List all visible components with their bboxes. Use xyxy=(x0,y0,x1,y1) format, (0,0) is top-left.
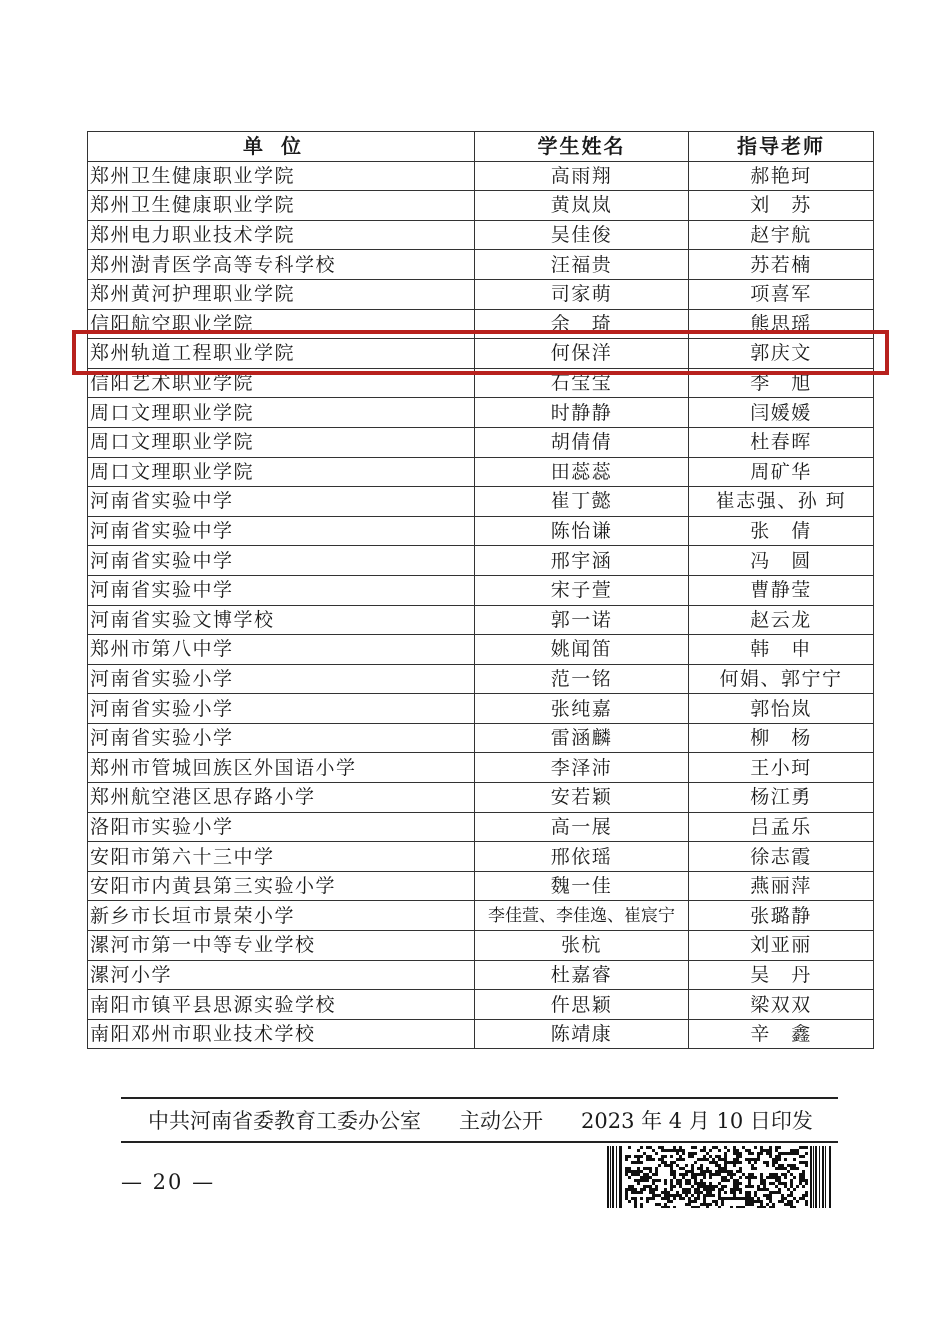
cell-student: 吴佳俊 xyxy=(475,220,689,250)
cell-student: 杜嘉睿 xyxy=(475,960,689,990)
cell-student: 李泽沛 xyxy=(475,753,689,783)
table-row xyxy=(88,487,874,517)
cell-student: 崔丁懿 xyxy=(475,487,689,517)
table-row xyxy=(88,191,874,221)
table-row xyxy=(88,250,874,280)
cell-student: 陈靖康 xyxy=(475,1019,689,1049)
footer-date: 2023 年 4 月 10 日印发 xyxy=(581,1109,813,1133)
cell-unit: 河南省实验中学 xyxy=(88,516,475,546)
cell-unit: 安阳市内黄县第三实验小学 xyxy=(88,871,475,901)
table-row xyxy=(88,990,874,1020)
cell-teacher: 赵宇航 xyxy=(689,220,874,250)
cell-teacher: 刘 苏 xyxy=(689,191,874,221)
cell-teacher: 柳 杨 xyxy=(689,723,874,753)
cell-teacher: 吴 丹 xyxy=(689,960,874,990)
cell-unit: 周口文理职业学院 xyxy=(88,398,475,428)
cell-student: 魏一佳 xyxy=(475,871,689,901)
cell-unit: 郑州市管城回族区外国语小学 xyxy=(88,753,475,783)
table-header-row xyxy=(88,132,874,162)
cell-student: 仵思颖 xyxy=(475,990,689,1020)
cell-student: 田蕊蕊 xyxy=(475,457,689,487)
table-row xyxy=(88,220,874,250)
cell-teacher: 何娟、郭宁宁 xyxy=(689,664,874,694)
cell-unit: 河南省实验小学 xyxy=(88,664,475,694)
cell-student: 雷涵麟 xyxy=(475,723,689,753)
footer-issuer: 中共河南省委教育工委办公室 xyxy=(148,1109,421,1133)
table-row xyxy=(88,575,874,605)
cell-unit: 郑州市第八中学 xyxy=(88,635,475,665)
cell-unit: 周口文理职业学院 xyxy=(88,457,475,487)
table-row xyxy=(88,812,874,842)
cell-unit: 漯河市第一中等专业学校 xyxy=(88,931,475,961)
award-list-table xyxy=(87,131,874,1049)
cell-student: 邢宇涵 xyxy=(475,546,689,576)
footer-status: 主动公开 xyxy=(459,1109,543,1133)
table-row xyxy=(88,516,874,546)
cell-teacher: 曹静莹 xyxy=(689,575,874,605)
table-row xyxy=(88,457,874,487)
cell-teacher: 张璐静 xyxy=(689,901,874,931)
cell-teacher: 韩 申 xyxy=(689,635,874,665)
cell-teacher: 杨江勇 xyxy=(689,783,874,813)
footer-top-rule xyxy=(121,1097,838,1099)
cell-teacher: 郝艳珂 xyxy=(689,161,874,191)
cell-student: 李佳萱、李佳逸、崔宸宁 xyxy=(475,901,689,931)
table-row xyxy=(88,664,874,694)
table-row xyxy=(88,842,874,872)
cell-student: 张纯嘉 xyxy=(475,694,689,724)
cell-unit: 南阳邓州市职业技术学校 xyxy=(88,1019,475,1049)
table-row xyxy=(88,931,874,961)
cell-unit: 南阳市镇平县思源实验学校 xyxy=(88,990,475,1020)
cell-student: 姚闻笛 xyxy=(475,635,689,665)
cell-student: 范一铭 xyxy=(475,664,689,694)
cell-teacher: 杜春晖 xyxy=(689,427,874,457)
cell-unit: 信阳航空职业学院 xyxy=(88,309,475,339)
footer-issuance-line xyxy=(121,1104,838,1136)
cell-teacher: 王小珂 xyxy=(689,753,874,783)
cell-unit: 河南省实验小学 xyxy=(88,694,475,724)
header-student: 学生姓名 xyxy=(475,132,689,162)
table-row xyxy=(88,546,874,576)
cell-teacher: 周矿华 xyxy=(689,457,874,487)
table-row xyxy=(88,398,874,428)
cell-student: 宋子萱 xyxy=(475,575,689,605)
cell-unit: 郑州航空港区思存路小学 xyxy=(88,783,475,813)
cell-student: 张杭 xyxy=(475,931,689,961)
cell-unit: 河南省实验小学 xyxy=(88,723,475,753)
award-list-table-container xyxy=(87,131,873,1049)
cell-unit: 河南省实验中学 xyxy=(88,546,475,576)
table-row xyxy=(88,339,874,369)
cell-teacher: 李 旭 xyxy=(689,368,874,398)
cell-student: 胡倩倩 xyxy=(475,427,689,457)
table-row xyxy=(88,871,874,901)
cell-unit: 漯河小学 xyxy=(88,960,475,990)
cell-student: 黄岚岚 xyxy=(475,191,689,221)
cell-unit: 河南省实验文博学校 xyxy=(88,605,475,635)
cell-teacher: 崔志强、孙 珂 xyxy=(689,487,874,517)
cell-teacher: 项喜军 xyxy=(689,279,874,309)
cell-student: 时静静 xyxy=(475,398,689,428)
cell-unit: 郑州轨道工程职业学院 xyxy=(88,339,475,369)
table-row xyxy=(88,309,874,339)
barcode-icon xyxy=(607,1146,833,1208)
cell-teacher: 梁双双 xyxy=(689,990,874,1020)
cell-unit: 新乡市长垣市景荣小学 xyxy=(88,901,475,931)
table-row xyxy=(88,427,874,457)
cell-unit: 河南省实验中学 xyxy=(88,487,475,517)
table-row xyxy=(88,723,874,753)
cell-teacher: 郭庆文 xyxy=(689,339,874,369)
table-row xyxy=(88,1019,874,1049)
cell-student: 汪福贵 xyxy=(475,250,689,280)
cell-unit: 洛阳市实验小学 xyxy=(88,812,475,842)
table-row xyxy=(88,161,874,191)
cell-student: 陈怡谦 xyxy=(475,516,689,546)
cell-teacher: 燕丽萍 xyxy=(689,871,874,901)
table-row xyxy=(88,368,874,398)
cell-student: 高一展 xyxy=(475,812,689,842)
cell-unit: 郑州黄河护理职业学院 xyxy=(88,279,475,309)
cell-teacher: 郭怡岚 xyxy=(689,694,874,724)
cell-unit: 郑州电力职业技术学院 xyxy=(88,220,475,250)
cell-teacher: 刘亚丽 xyxy=(689,931,874,961)
cell-student: 石宝宝 xyxy=(475,368,689,398)
table-row xyxy=(88,901,874,931)
table-row xyxy=(88,279,874,309)
cell-student: 余 琦 xyxy=(475,309,689,339)
cell-unit: 郑州卫生健康职业学院 xyxy=(88,191,475,221)
footer-bottom-rule xyxy=(121,1141,838,1143)
header-teacher: 指导老师 xyxy=(689,132,874,162)
cell-teacher: 赵云龙 xyxy=(689,605,874,635)
cell-unit: 河南省实验中学 xyxy=(88,575,475,605)
cell-unit: 郑州澍青医学高等专科学校 xyxy=(88,250,475,280)
table-row xyxy=(88,960,874,990)
cell-teacher: 苏若楠 xyxy=(689,250,874,280)
table-row xyxy=(88,635,874,665)
cell-student: 司家萌 xyxy=(475,279,689,309)
cell-unit: 郑州卫生健康职业学院 xyxy=(88,161,475,191)
cell-teacher: 吕孟乐 xyxy=(689,812,874,842)
table-row xyxy=(88,783,874,813)
cell-student: 郭一诺 xyxy=(475,605,689,635)
cell-teacher: 闫媛媛 xyxy=(689,398,874,428)
table-row xyxy=(88,753,874,783)
cell-student: 高雨翔 xyxy=(475,161,689,191)
page-number: — 20 — xyxy=(121,1170,216,1194)
cell-teacher: 辛 鑫 xyxy=(689,1019,874,1049)
cell-teacher: 徐志霞 xyxy=(689,842,874,872)
cell-unit: 信阳艺术职业学院 xyxy=(88,368,475,398)
cell-student: 安若颖 xyxy=(475,783,689,813)
table-row xyxy=(88,605,874,635)
cell-teacher: 张 倩 xyxy=(689,516,874,546)
cell-teacher: 熊思瑶 xyxy=(689,309,874,339)
cell-unit: 安阳市第六十三中学 xyxy=(88,842,475,872)
cell-teacher: 冯 圆 xyxy=(689,546,874,576)
table-row xyxy=(88,694,874,724)
cell-student: 邢依瑶 xyxy=(475,842,689,872)
cell-student: 何保洋 xyxy=(475,339,689,369)
cell-unit: 周口文理职业学院 xyxy=(88,427,475,457)
header-unit: 单位 xyxy=(88,132,475,162)
